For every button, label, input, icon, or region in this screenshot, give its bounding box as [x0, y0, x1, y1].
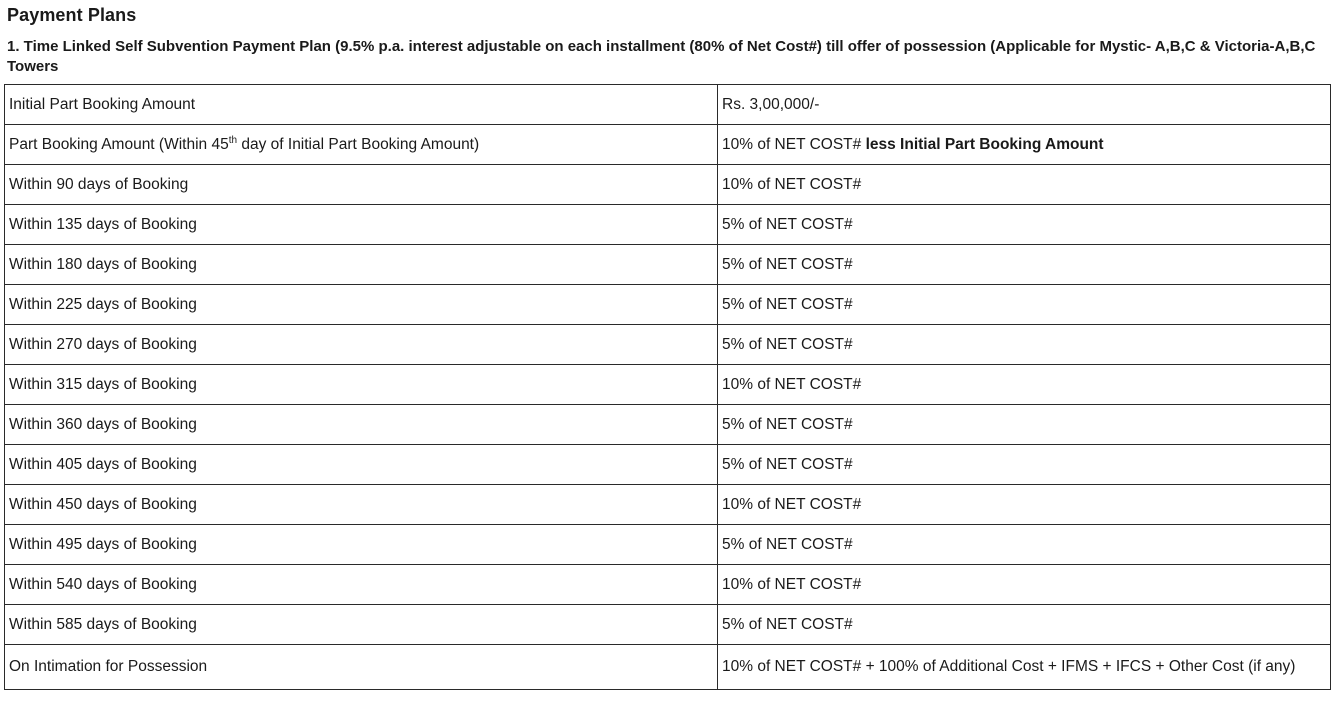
payment-cell: 10% of NET COST# — [718, 165, 1331, 205]
payment-cell: 10% of NET COST# — [718, 485, 1331, 525]
table-row — [5, 285, 1331, 325]
page-title: Payment Plans — [7, 5, 137, 25]
stage-cell: Within 90 days of Booking — [5, 165, 718, 205]
table-row — [5, 485, 1331, 525]
stage-cell: Within 585 days of Booking — [5, 605, 718, 645]
stage-cell: Within 405 days of Booking — [5, 445, 718, 485]
table-row — [5, 125, 1331, 165]
stage-cell: Within 180 days of Booking — [5, 245, 718, 285]
payment-cell: 5% of NET COST# — [718, 285, 1331, 325]
stage-text: Part Booking Amount (Within 45 — [9, 136, 229, 154]
stage-cell: Within 495 days of Booking — [5, 525, 718, 565]
table-row — [5, 205, 1331, 245]
table-row — [5, 325, 1331, 365]
payment-cell: 5% of NET COST# — [718, 605, 1331, 645]
stage-cell: Within 270 days of Booking — [5, 325, 718, 365]
payment-cell: Rs. 3,00,000/- — [718, 85, 1331, 125]
payment-cell: 10% of NET COST# — [718, 565, 1331, 605]
stage-cell: Within 360 days of Booking — [5, 405, 718, 445]
table-row — [5, 605, 1331, 645]
table-row — [5, 85, 1331, 125]
payment-plan-table — [4, 84, 1331, 690]
payment-text: 10% of NET COST# — [722, 135, 862, 153]
stage-cell: On Intimation for Possession — [5, 645, 718, 690]
stage-cell: Within 315 days of Booking — [5, 365, 718, 405]
stage-text: day of Initial Part Booking Amount) — [237, 136, 480, 154]
payment-cell: 10% of NET COST# + 100% of Additional Cost + IFMS + IFCS + Other Cost (if any) — [718, 645, 1331, 690]
stage-cell — [5, 125, 718, 165]
payment-cell: 5% of NET COST# — [718, 325, 1331, 365]
table-row — [5, 445, 1331, 485]
payment-cell: 5% of NET COST# — [718, 245, 1331, 285]
payment-cell — [718, 125, 1331, 165]
payment-cell: 5% of NET COST# — [718, 445, 1331, 485]
stage-cell: Within 135 days of Booking — [5, 205, 718, 245]
payment-cell: 10% of NET COST# — [718, 365, 1331, 405]
table-row — [5, 405, 1331, 445]
plan-heading: 1. Time Linked Self Subvention Payment Plan (9.5% p.a. interest adjustable on each installment (80% of Net Cost#) till offer of possession (Applicable for Mystic- A,B,C & Victoria-A,B,C Towers — [7, 38, 1316, 75]
payment-cell: 5% of NET COST# — [718, 525, 1331, 565]
table-row — [5, 525, 1331, 565]
payment-bold-text: less Initial Part Booking Amount — [865, 135, 1104, 153]
table-row — [5, 565, 1331, 605]
stage-cell: Initial Part Booking Amount — [5, 85, 718, 125]
table-row — [5, 245, 1331, 285]
stage-cell: Within 540 days of Booking — [5, 565, 718, 605]
stage-cell: Within 450 days of Booking — [5, 485, 718, 525]
ordinal-suffix: th — [228, 134, 238, 146]
table-row — [5, 165, 1331, 205]
table-row — [5, 645, 1331, 690]
table-row — [5, 365, 1331, 405]
payment-cell: 5% of NET COST# — [718, 205, 1331, 245]
stage-cell: Within 225 days of Booking — [5, 285, 718, 325]
payment-cell: 5% of NET COST# — [718, 405, 1331, 445]
